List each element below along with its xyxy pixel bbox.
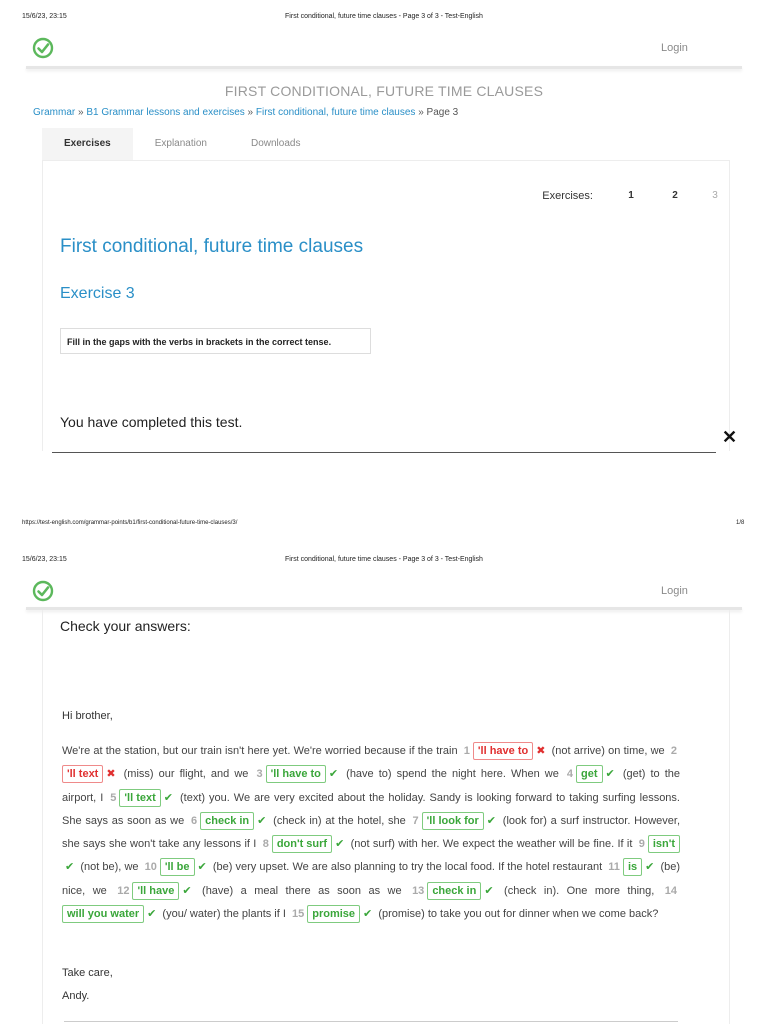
check-icon: ✔ [328,768,339,781]
gap-number: 5 [110,791,117,804]
print-datetime: 15/6/23, 23:15 [22,556,67,563]
letter-greeting: Hi brother, [62,710,113,722]
cross-icon: ✖ [106,768,116,781]
check-icon: ✔ [363,908,373,921]
gap-number: 2 [670,745,677,757]
text-segment: We're at the station, but our train isn't here yet. We're worried because if the train [62,745,458,757]
text-segment: (check in) at the hotel, she [273,814,406,827]
exercise-page-2[interactable]: 2 [672,190,678,201]
print-datetime: 15/6/23, 23:15 [22,13,67,20]
tab-bar [42,128,322,160]
answer-box: 'll text [119,789,160,807]
gap-number: 6 [191,814,198,827]
breadcrumb-grammar[interactable]: Grammar [33,107,76,118]
tab-explanation[interactable]: Explanation [154,138,207,149]
text-segment: (be) nice, we [62,861,681,897]
answer-box: 'll have [132,882,179,900]
exercise-page-1[interactable]: 1 [628,190,634,201]
print-title: First conditional, future time clauses - Page 3 of 3 - Test-English [285,13,483,20]
breadcrumb-current: Page 3 [426,107,459,118]
text-segment: (not arrive) on time, we [551,745,665,757]
check-icon: ✔ [484,884,494,897]
letter-closing: Take care, [62,967,113,979]
exercise-panel [42,160,730,451]
exercise-page-3: 3 [712,190,718,201]
check-icon: ✔ [335,838,345,851]
answer-box: will you water [62,905,144,923]
check-icon: ✔ [605,768,615,781]
answer-box: 'll text [62,765,103,783]
exercise-pagination [542,190,733,202]
breadcrumb-sep: » [247,107,254,118]
answer-box: don't surf [272,835,332,853]
text-segment: (have to) spend the night here. When we [346,768,559,781]
gap-number: 14 [664,884,678,897]
breadcrumb-topic[interactable]: First conditional, future time clauses [255,107,416,118]
answer-box: promise [307,905,360,923]
answer-box: isn't [648,835,680,853]
logo-icon[interactable] [32,37,54,64]
check-icon: ✔ [182,884,192,897]
gap-number: 1 [463,745,470,757]
gap-number: 11 [608,861,620,874]
tab-exercises[interactable]: Exercises [42,128,133,160]
exercise-subheading: Exercise 3 [60,285,135,302]
text-segment: (have) a meal there as soon as we [202,884,402,897]
gap-number: 9 [638,838,645,851]
gap-number: 10 [144,861,157,874]
answer-box: check in [427,882,481,900]
letter-signature: Andy. [62,990,90,1002]
text-segment: (not surf) with her. We expect the weather will be fine. If it [350,838,633,851]
gap-number: 13 [412,884,425,897]
text-segment: (not be), we [80,861,139,874]
completed-message: You have completed this test. [60,414,243,430]
login-link[interactable]: Login [661,585,688,597]
exercise-pagination-label: Exercises: [542,190,593,202]
page-title: FIRST CONDITIONAL, FUTURE TIME CLAUSES [224,83,544,99]
check-answers-title: Check your answers: [60,618,191,634]
check-icon: ✔ [147,908,157,921]
text-segment: (be) very upset. We are also planning to try the local food. If the hotel restaurant [212,861,603,874]
text-segment: (look for) a surf instructor. However, she says she won't take any lessons if I [62,814,681,851]
breadcrumb-b1[interactable]: B1 Grammar lessons and exercises [86,107,245,118]
gap-number: 3 [256,768,263,781]
answer-box: 'll be [160,858,195,876]
gap-number: 12 [117,884,130,897]
breadcrumb [33,107,458,118]
gap-number: 7 [412,814,419,827]
check-icon: ✔ [197,861,207,874]
answer-box: get [576,765,603,783]
answer-box: 'll look for [422,812,484,830]
breadcrumb-sep: » [78,107,84,118]
check-icon: ✔ [163,791,173,804]
check-icon: ✔ [645,861,655,874]
exercise-heading: First conditional, future time clauses [60,236,364,257]
header-divider [26,66,742,69]
gap-number: 4 [566,768,574,781]
answer-box: 'll have to [473,742,533,760]
text-segment: (promise) to take you out for dinner when we come back? [378,908,659,921]
text-segment: (miss) our flight, and we [123,768,249,781]
text-segment: (check in). One more thing, [504,884,655,897]
gap-number: 15 [291,908,305,921]
bottom-divider [64,1021,678,1022]
check-icon: ✔ [257,814,267,827]
gap-number: 8 [262,838,269,851]
answer-box: 'll have to [266,765,326,783]
breadcrumb-sep: » [418,107,424,118]
check-icon: ✔ [65,861,75,874]
content-divider [52,452,716,453]
text-segment: (text) you. We are very excited about the holiday. Sandy is looking forward to taking surfing lessons. She says as soon as we [62,791,680,827]
instruction-box: Fill in the gaps with the verbs in brackets in the correct tense. [60,328,371,354]
login-link[interactable]: Login [661,42,688,54]
print-footer-page: 1/8 [736,520,745,526]
text-segment: (you/ water) the plants if I [162,908,286,921]
logo-icon[interactable] [32,580,54,607]
cross-icon: ✖ [536,745,546,757]
answer-box: is [623,858,642,876]
letter-body [62,740,680,926]
text-segment: (get) to the airport, I [62,768,681,804]
answer-box: check in [200,812,254,830]
check-icon: ✔ [486,814,497,827]
print-footer-url: https://test-english.com/grammar-points/b1/first-conditional-future-time-clauses/3/ [22,520,238,526]
tab-downloads[interactable]: Downloads [250,138,301,149]
close-icon[interactable]: ✕ [722,427,738,447]
print-title: First conditional, future time clauses - Page 3 of 3 - Test-English [285,556,483,563]
